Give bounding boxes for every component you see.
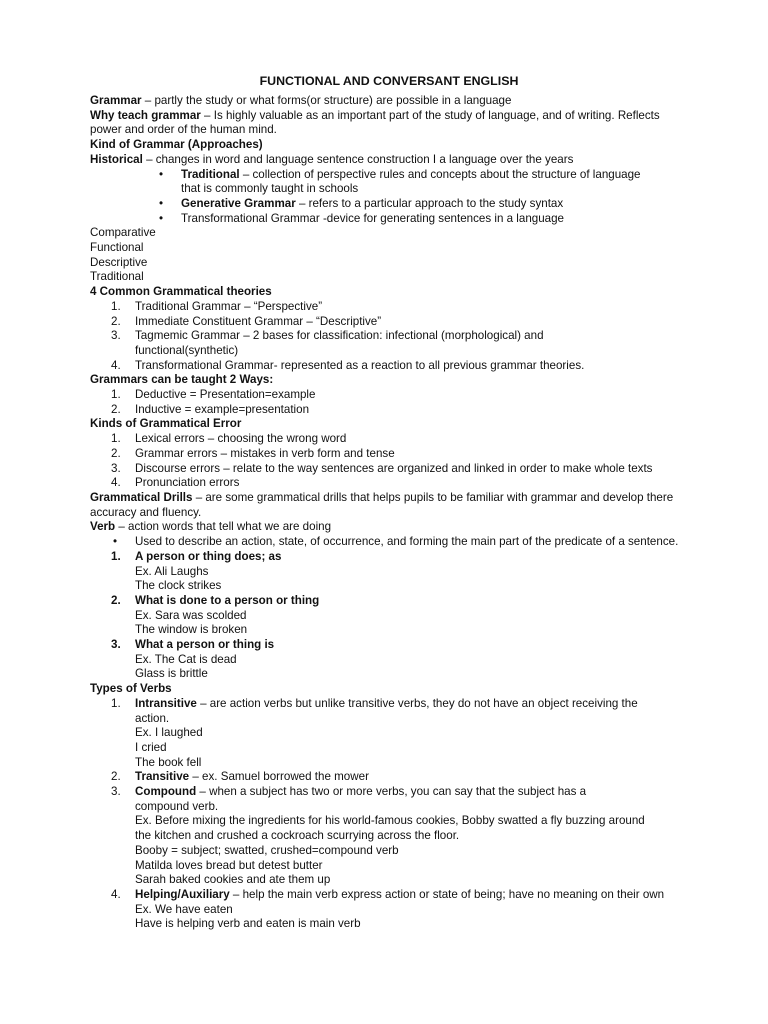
list-item: 4. Helping/Auxiliary – help the main verb express action or state of being; have no meaning on their own [111, 887, 665, 901]
term: Grammar [90, 94, 142, 107]
example-line: Ex. Ali Laughs [135, 564, 209, 578]
list-item: 1. Lexical errors – choosing the wrong word [111, 432, 347, 446]
definition-text: – Is highly valuable as an important part of the study of language, and of writing. Reflects power and order of the human mind. [90, 108, 660, 137]
list-item: 2. Grammar errors – mistakes in verb form and tense [111, 446, 395, 460]
document-title: FUNCTIONAL AND CONVERSANT ENGLISH [259, 74, 519, 88]
example-line: Ex. I laughed [135, 726, 203, 740]
bullet-icon: • [113, 535, 118, 549]
example-line: Ex. The Cat is dead [135, 652, 237, 666]
bullet-icon: • [159, 196, 164, 210]
ways-heading: Grammars can be taught 2 Ways: [90, 373, 274, 387]
approach-item: Functional [90, 241, 144, 255]
list-item: 2. Immediate Constituent Grammar – “Descriptive” [111, 314, 382, 328]
list-item: 2. Transitive – ex. Samuel borrowed the mower [111, 770, 369, 784]
example-line: Have is helping verb and eaten is main verb [135, 917, 361, 931]
list-item: 3. What a person or thing is [111, 638, 275, 652]
definition-text: – partly the study or what forms(or structure) are possible in a language [141, 94, 512, 107]
list-item: 1. Traditional Grammar – “Perspective” [111, 299, 323, 313]
historical-definition [90, 153, 688, 168]
list-item: 1. A person or thing does; as [111, 549, 282, 563]
definition-text: – changes in word and language sentence construction I a language over the years [142, 152, 574, 166]
list-item: • Transformational Grammar -device for generating sentences in a language [159, 211, 565, 225]
types-heading: Types of Verbs [90, 682, 172, 696]
list-item: 3. Discourse errors – relate to the way sentences are organized and linked in order to make whole texts [111, 461, 653, 475]
example-line: Ex. Before mixing the ingredients for his world-famous cookies, Bobby swatted a fly buzzing around the kitchen and crushed a cockroach scurrying across the floor. [135, 814, 645, 843]
example-line: The book fell [135, 755, 202, 769]
term: Why teach grammar [90, 108, 201, 122]
list-item: 3. Tagmemic Grammar – 2 bases for classification: infectional (morphological) and functional(synthetic) [111, 329, 544, 357]
example-line: The window is broken [135, 623, 248, 637]
theories-heading: 4 Common Grammatical theories [90, 285, 272, 299]
list-item: 4. Transformational Grammar- represented as a reaction to all previous grammar theories. [111, 358, 585, 372]
approach-item: Comparative [90, 226, 156, 240]
bullet-icon: • [159, 167, 164, 181]
list-item: 3. Compound – when a subject has two or more verbs, you can say that the subject has a compound verb. [111, 785, 587, 813]
example-line: Booby = subject; swatted, crushed=compound verb [135, 843, 399, 857]
bullet-icon: • [159, 211, 164, 225]
term: Historical [90, 152, 143, 166]
grammar-definition [90, 94, 688, 109]
list-item: • Used to describe an action, state, of occurrence, and forming the main part of the predicate of a sentence. [113, 535, 679, 549]
list-item: 2. Inductive = example=presentation [111, 402, 310, 416]
example-line: Glass is brittle [135, 667, 208, 681]
approach-item: Descriptive [90, 255, 148, 269]
errors-heading: Kinds of Grammatical Error [90, 417, 242, 431]
list-item: 1. Intransitive – are action verbs but unlike transitive verbs, they do not have an object receiving the action. [111, 696, 638, 725]
list-item: 1. Deductive = Presentation=example [111, 388, 316, 402]
example-line: I cried [135, 740, 167, 754]
why-teach-grammar [90, 109, 670, 138]
list-item: • Generative Grammar – refers to a particular approach to the study syntax [159, 196, 564, 210]
example-line: Ex. We have eaten [135, 902, 233, 916]
verb-definition: Verb – action words that tell what we are doing [90, 520, 332, 534]
example-line: Matilda loves bread but detest butter [135, 858, 323, 872]
approach-item: Traditional [90, 270, 144, 284]
example-line: Ex. Sara was scolded [135, 608, 247, 622]
kind-heading: Kind of Grammar (Approaches) [90, 138, 263, 152]
drills-definition: Grammatical Drills – are some grammatical drills that helps pupils to be familiar with grammar and develop there accuracy and fluency. [90, 490, 674, 519]
example-line: The clock strikes [135, 579, 222, 593]
example-line: Sarah baked cookies and ate them up [135, 873, 331, 887]
list-item: • Traditional – collection of perspective rules and concepts about the structure of language that is commonly taught in schools [159, 167, 641, 196]
list-item: 2. What is done to a person or thing [111, 593, 320, 607]
list-item: 4. Pronunciation errors [111, 476, 240, 490]
